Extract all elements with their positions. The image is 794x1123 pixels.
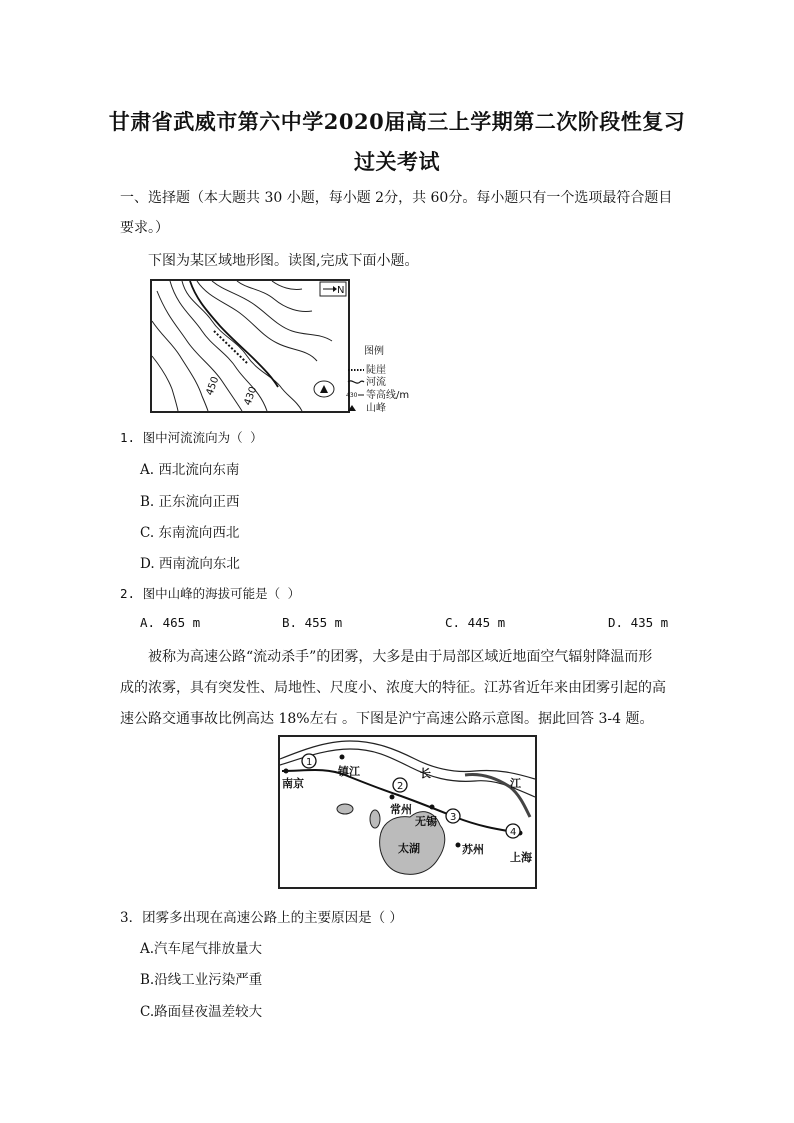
page-title: 甘肃省武威市第六中学2020届高三上学期第二次阶段性复习: [108, 109, 686, 134]
river-char-jiang: 江: [510, 777, 521, 790]
q2-option-b[interactable]: B. 455 m: [282, 615, 343, 630]
q3-option-c[interactable]: C.路面昼夜温差较大: [140, 1004, 263, 1020]
q1-option-c[interactable]: C. 东南流向西北: [140, 525, 240, 541]
city-shanghai: 上海: [510, 851, 532, 864]
marker-1: 1: [306, 757, 313, 768]
city-suzhou: 苏州: [462, 843, 484, 856]
section-header: 一、选择题（本大题共 30 小题，每小题 2分，共 60分。每小题只有一个选项最符合题目: [120, 190, 673, 206]
question-2-stem: 2. 图中山峰的海拔可能是（ ）: [120, 586, 301, 601]
page-title-line2: 过关考试: [354, 149, 440, 174]
q3-option-b[interactable]: B.沿线工业污染严重: [140, 972, 263, 988]
map-legend: [346, 342, 426, 417]
passage-line-3: 速公路交通事故比例高达 18%左右 。下图是沪宁高速公路示意图。据此回答 3-4 题。: [120, 711, 654, 727]
question-1-stem: 1. 图中河流流向为（ ）: [120, 430, 263, 445]
question-3-stem: 3．团雾多出现在高速公路上的主要原因是（ ）: [120, 910, 403, 926]
q1-option-a[interactable]: A. 西北流向东南: [140, 462, 240, 478]
marker-4: 4: [510, 827, 517, 838]
legend-title: 图例: [364, 346, 384, 357]
river-char-chang: 长: [420, 767, 431, 780]
passage-line-2: 成的浓雾，具有突发性、局地性、尺度小、浓度大的特征。江苏省近年来由团雾引起的高: [120, 680, 666, 696]
legend-river: 河流: [366, 377, 386, 388]
marker-3: 3: [450, 812, 457, 823]
q1-option-d[interactable]: D. 西南流向东北: [140, 556, 240, 572]
legend-contour: 等高线/m: [366, 390, 410, 401]
highway-map: [278, 735, 537, 889]
legend-cliff: 陡崖: [366, 365, 386, 376]
legend-contour-value: 430: [346, 392, 358, 399]
contour-label-430: 430: [242, 385, 260, 408]
city-nanjing: 南京: [282, 777, 304, 790]
passage-line-1: 被称为高速公路“流动杀手”的团雾，大多是由于局部区域近地面空气辐射降温而形: [148, 649, 653, 665]
topographic-map: [150, 279, 350, 413]
intro-text: 下图为某区域地形图。读图,完成下面小题。: [148, 253, 419, 269]
q1-option-b[interactable]: B. 正东流向正西: [140, 494, 240, 510]
legend-peak: 山峰: [366, 403, 386, 414]
city-wuxi: 无锡: [415, 815, 437, 828]
city-zhenjiang: 镇江: [338, 765, 360, 778]
q2-option-d[interactable]: D. 435 m: [608, 615, 669, 630]
north-label: N: [337, 285, 345, 296]
q2-option-c[interactable]: C. 445 m: [445, 615, 506, 630]
marker-2: 2: [397, 781, 404, 792]
city-changzhou: 常州: [390, 803, 412, 816]
section-header-cont: 要求。）: [120, 220, 169, 236]
q3-option-a[interactable]: A.汽车尾气排放量大: [140, 941, 263, 957]
contour-label-450: 450: [204, 375, 222, 398]
lake-label: 太湖: [398, 842, 420, 855]
q2-option-a[interactable]: A. 465 m: [140, 615, 201, 630]
